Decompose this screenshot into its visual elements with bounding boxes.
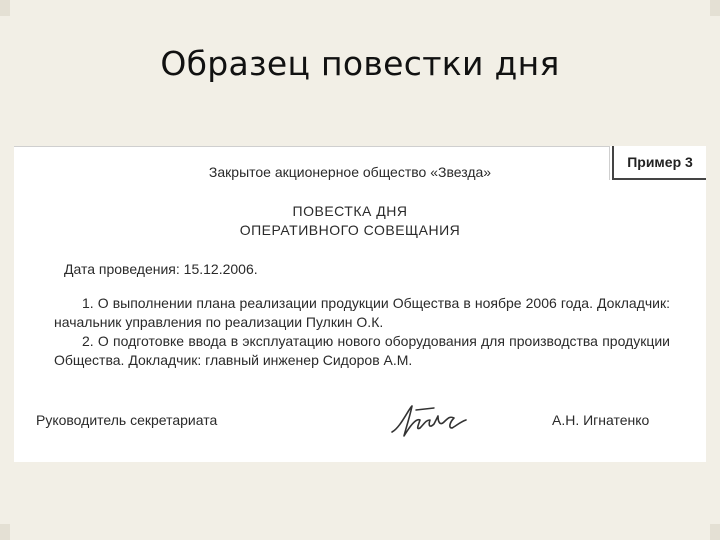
slide-corner-decoration	[710, 0, 720, 16]
agenda-items	[54, 294, 670, 370]
slide-corner-decoration	[710, 524, 720, 540]
document-image	[14, 146, 706, 462]
meeting-date: Дата проведения: 15.12.2006.	[64, 261, 258, 277]
agenda-item: 2. О подготовке ввода в эксплуатацию нового оборудования для производства продукции Общества. Докладчик: главный инженер Сидоров А.М.	[54, 333, 670, 368]
signer-name: А.Н. Игнатенко	[552, 412, 650, 428]
slide-title: Образец повестки дня	[160, 44, 560, 83]
slide-corner-decoration	[0, 524, 10, 540]
organization-name: Закрытое акционерное общество «Звезда»	[208, 164, 492, 180]
signer-role: Руководитель секретариата	[36, 412, 218, 428]
document-subheading: ОПЕРАТИВНОГО СОВЕЩАНИЯ	[239, 222, 461, 238]
divider	[14, 146, 610, 147]
slide-corner-decoration	[0, 0, 10, 16]
signature-icon	[386, 398, 476, 442]
agenda-item: 1. О выполнении плана реализации продукции Общества в ноябре 2006 года. Докладчик: начальник управления по реализации Пулкин О.К.	[54, 295, 670, 330]
document-heading: ПОВЕСТКА ДНЯ	[292, 203, 408, 219]
example-label: Пример 3	[612, 146, 706, 180]
